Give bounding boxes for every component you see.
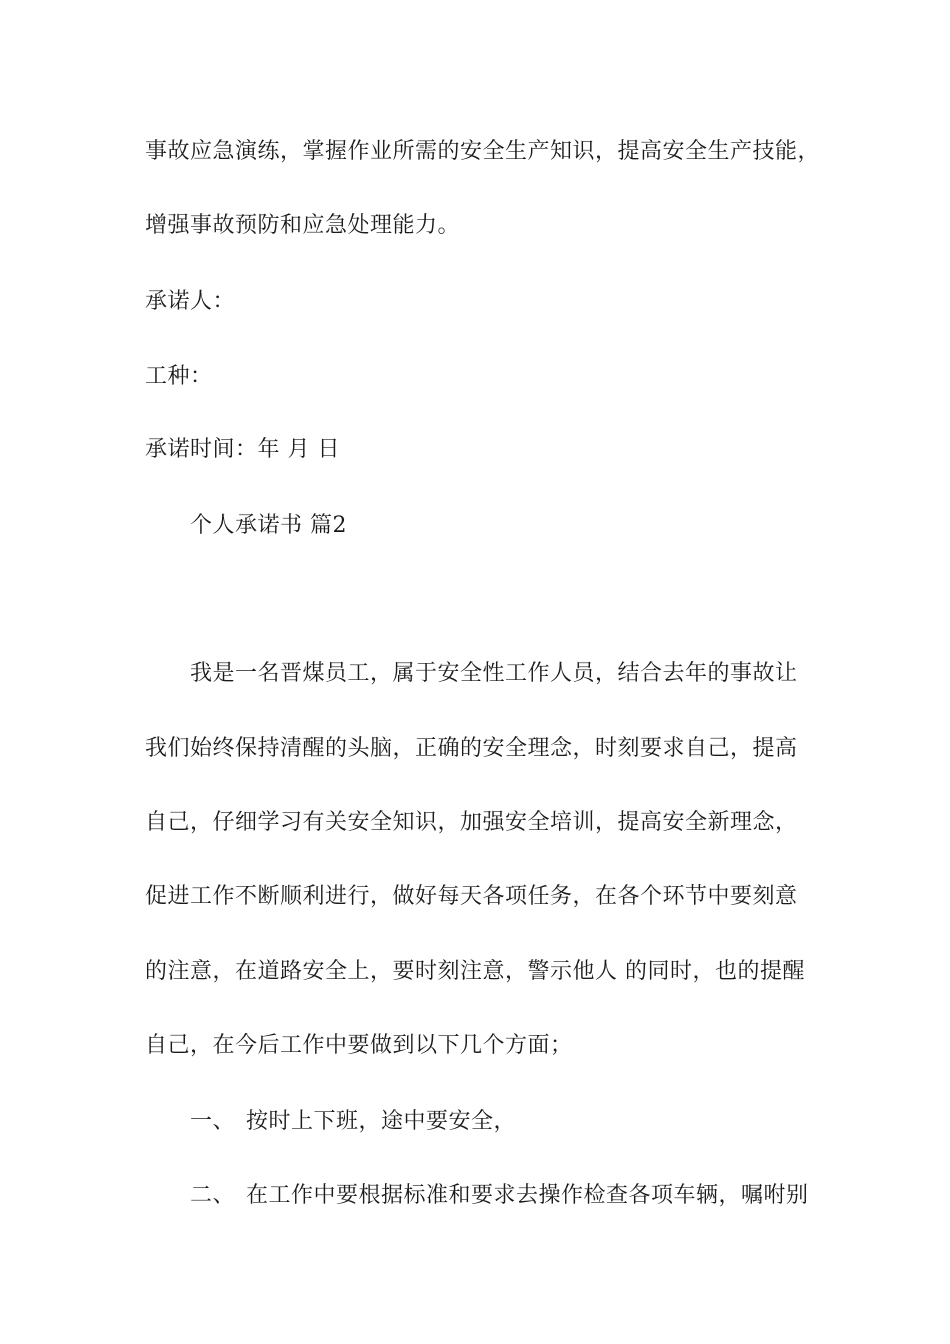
section-title: 个人承诺书 篇2 — [190, 513, 347, 538]
list-item — [190, 1107, 516, 1137]
paragraph-line: 我们始终保持清醒的头脑，正确的安全理念，时刻要求自己，提高 — [145, 736, 798, 761]
paragraph-line: 的注意，在道路安全上，要时刻注意，警示他人 的同时，也的提醒 — [145, 959, 805, 984]
list-marker: 二、 — [190, 1183, 236, 1208]
paragraph-line: 事故应急演练，掌握作业所需的安全生产知识，提高安全生产技能， — [145, 139, 821, 164]
paragraph-line: 促进工作不断顺利进行，做好每天各项任务，在各个环节中要刻意 — [145, 884, 798, 909]
work-type-field: 工种： — [145, 364, 213, 389]
list-item-text: 在工作中要根据标准和要求去操作检查各项车辆，嘱咐别 — [246, 1183, 809, 1208]
paragraph-line: 增强事故预防和应急处理能力。 — [145, 213, 461, 238]
list-item-text: 按时上下班，途中要安全， — [246, 1109, 517, 1134]
paragraph-line: 我是一名晋煤员工，属于安全性工作人员，结合去年的事故让 — [190, 661, 798, 686]
promise-date-field: 承诺时间：年 月 日 — [145, 437, 340, 462]
list-item — [190, 1181, 809, 1211]
paragraph-line: 自己，仔细学习有关安全知识，加强安全培训，提高安全新理念， — [145, 810, 798, 835]
promiser-field: 承诺人： — [145, 289, 236, 314]
list-marker: 一、 — [190, 1109, 236, 1134]
paragraph-line: 自己，在今后工作中要做到以下几个方面； — [145, 1033, 573, 1058]
